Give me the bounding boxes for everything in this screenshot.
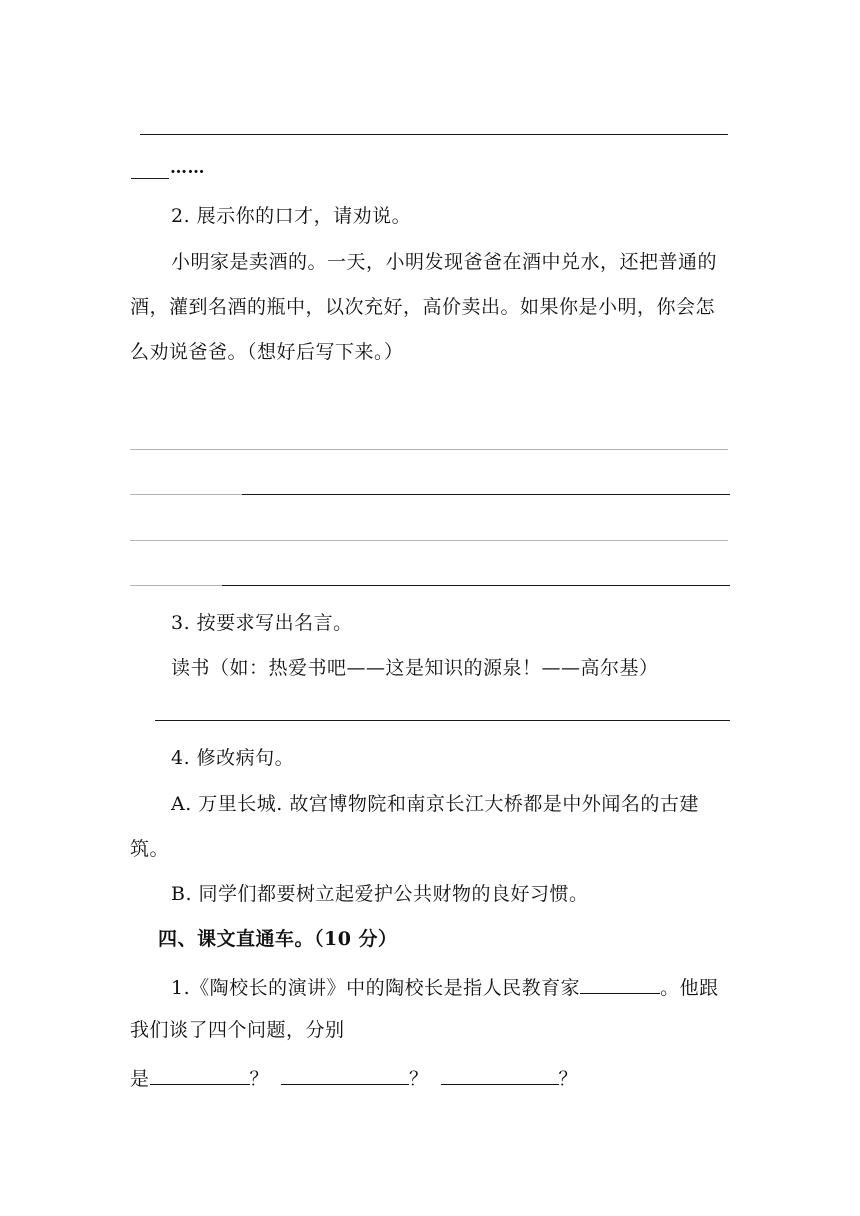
question-text: 是 <box>130 1068 150 1090</box>
answer-line <box>140 134 728 135</box>
fill-blank[interactable] <box>441 1066 559 1085</box>
section-4-question-1-line: 我们谈了四个问题，分别 <box>130 1019 345 1041</box>
fill-blank[interactable] <box>281 1066 409 1085</box>
question-4-item-a-continued: 筑。 <box>130 838 170 860</box>
writing-line[interactable] <box>222 585 730 586</box>
answer-line <box>131 178 169 179</box>
question-2-paragraph-line: 小明家是卖酒的。一天，小明发现爸爸在酒中兑水，还把普通的 <box>171 251 718 273</box>
writing-line[interactable] <box>130 494 242 495</box>
writing-line[interactable] <box>242 494 730 495</box>
question-3-example: 读书（如：热爱书吧——这是知识的源泉！——高尔基） <box>171 657 659 679</box>
question-mark: ？ <box>558 1068 579 1090</box>
question-text: 。他跟 <box>660 977 719 999</box>
question-2-paragraph-line: 酒，灌到名酒的瓶中，以次充好，高价卖出。如果你是小明，你会怎 <box>130 296 716 318</box>
question-mark: ？ <box>249 1068 270 1090</box>
writing-line[interactable] <box>130 585 222 586</box>
question-2-title: 2. 展示你的口才，请劝说。 <box>171 205 412 227</box>
question-text: 1.《陶校长的演讲》中的陶校长是指人民教育家 <box>171 977 581 999</box>
ellipsis-text: …… <box>170 158 205 178</box>
question-4-item-a: A. 万里长城. 故宫博物院和南京长江大桥都是中外闻名的古建 <box>171 793 699 815</box>
question-mark: ？ <box>409 1068 429 1090</box>
section-4-question-1-line <box>130 1066 578 1089</box>
writing-line[interactable] <box>130 449 728 450</box>
writing-line[interactable] <box>130 540 728 541</box>
question-4-item-b: B. 同学们都要树立起爱护公共财物的良好习惯。 <box>171 883 589 905</box>
question-4-title: 4. 修改病句。 <box>171 747 295 769</box>
fill-blank[interactable] <box>150 1066 250 1085</box>
writing-line[interactable] <box>155 720 730 721</box>
section-4-question-1-line <box>171 975 719 998</box>
question-3-title: 3. 按要求写出名言。 <box>171 612 353 634</box>
question-2-paragraph-line: 么劝说爸爸。（想好后写下来。） <box>130 341 404 363</box>
fill-blank[interactable] <box>580 975 660 994</box>
section-4-heading: 四、课文直通车。（10 分） <box>158 928 398 950</box>
